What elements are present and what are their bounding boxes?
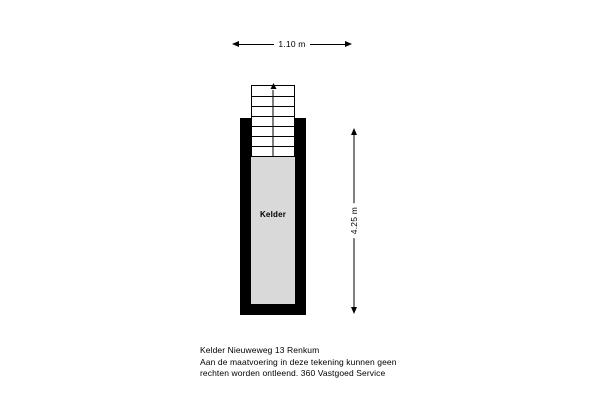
arrow-left-icon <box>232 41 239 47</box>
staircase <box>251 85 295 157</box>
caption-disclaimer-line-1: Aan de maatvoering in deze tekening kunnen geen <box>200 356 397 367</box>
height-dimension <box>346 128 362 314</box>
arrow-up-icon <box>351 128 357 135</box>
width-dimension <box>232 36 352 52</box>
stair-step <box>252 156 294 157</box>
width-dimension-label: 1.10 m <box>274 39 309 49</box>
caption-title: Kelder Nieuweweg 13 Renkum <box>200 345 320 355</box>
stair-direction-up-arrow-icon <box>273 90 274 156</box>
arrow-down-icon <box>351 307 357 314</box>
room-label-kelder: Kelder <box>259 210 287 219</box>
basement-floorplan <box>240 85 306 315</box>
caption-disclaimer-line-2: rechten worden ontleend. 360 Vastgoed Service <box>200 368 386 378</box>
caption-block <box>200 345 500 380</box>
arrow-right-icon <box>345 41 352 47</box>
height-dimension-label: 4.25 m <box>349 203 359 238</box>
